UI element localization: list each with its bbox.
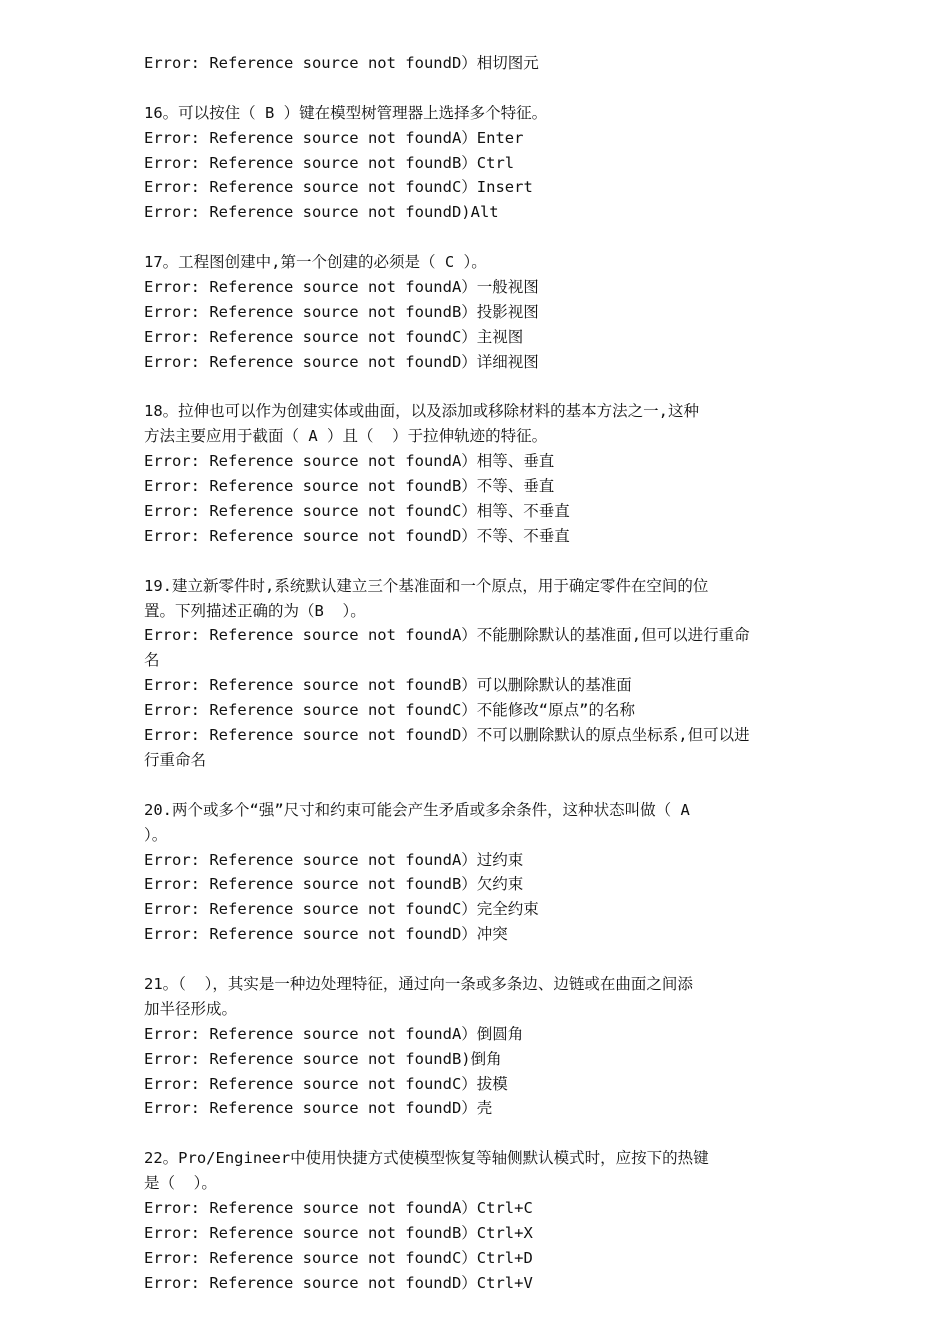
option-c: Error: Reference source not foundC）Insert [144, 178, 533, 197]
option-d-line: Error: Reference source not foundD）不可以删除默认的原点坐标系,但可以进 [144, 726, 750, 745]
option-a-line: Error: Reference source not foundA）不能删除默认的基准面,但可以进行重命 [144, 626, 750, 645]
question-18 [144, 399, 810, 548]
option-a: Error: Reference source not foundA）倒圆角 [144, 1024, 524, 1043]
spacer [144, 773, 810, 798]
question-20 [144, 798, 810, 947]
option-a-line: 名 [144, 651, 160, 670]
spacer [144, 947, 810, 972]
option-a: Error: Reference source not foundA）过约束 [144, 850, 524, 869]
option-d: Error: Reference source not foundD）冲突 [144, 925, 508, 944]
spacer [144, 549, 810, 574]
question-text-line: 加半径形成。 [144, 999, 238, 1018]
option-d: Error: Reference source not foundD）Ctrl+V [144, 1273, 533, 1292]
question-text-line: 20.两个或多个“强”尺寸和约束可能会产生矛盾或多余条件，这种状态叫做（ A [144, 800, 690, 819]
question-text-line: 是（ ）。 [144, 1174, 217, 1193]
question-text-line: 置。下列描述正确的为（B ）。 [144, 601, 366, 620]
option-b: Error: Reference source not foundB）欠约束 [144, 875, 524, 894]
document-page [144, 51, 810, 1296]
option-b: Error: Reference source not foundB）Ctrl [144, 153, 515, 172]
option-b: Error: Reference source not foundB）投影视图 [144, 302, 539, 321]
question-17 [144, 250, 810, 374]
option-d: Error: Reference source not foundD）壳 [144, 1099, 493, 1118]
question-16 [144, 101, 810, 225]
option-c: Error: Reference source not foundC）Ctrl+D [144, 1248, 533, 1267]
question-text-line: 22。Pro/Engineer中使用快捷方式使模型恢复等轴侧默认模式时，应按下的热键 [144, 1149, 709, 1168]
question-21 [144, 972, 810, 1121]
option-c: Error: Reference source not foundC）不能修改“原点”的名称 [144, 701, 635, 720]
option-d: Error: Reference source not foundD）详细视图 [144, 352, 539, 371]
option-a: Error: Reference source not foundA）Ctrl+C [144, 1198, 533, 1217]
option-d-line: 行重命名 [144, 750, 207, 769]
question-text-line: ）。 [144, 825, 168, 844]
option-c: Error: Reference source not foundC）完全约束 [144, 900, 539, 919]
spacer [144, 225, 810, 250]
option-b: Error: Reference source not foundB）Ctrl+X [144, 1223, 533, 1242]
option-c: Error: Reference source not foundC）主视图 [144, 327, 524, 346]
question-text-line: 方法主要应用于截面（ A ）且（ ）于拉伸轨迹的特征。 [144, 427, 548, 446]
option-c: Error: Reference source not foundC）相等、不垂直 [144, 502, 570, 521]
question-text-line: 21。（ ），其实是一种边处理特征，通过向一条或多条边、边链或在曲面之间添 [144, 974, 693, 993]
option-c: Error: Reference source not foundC）拔模 [144, 1074, 508, 1093]
option-a: Error: Reference source not foundA）Enter [144, 128, 524, 147]
spacer [144, 375, 810, 400]
option-d: Error: Reference source not foundD）不等、不垂直 [144, 526, 570, 545]
question-22 [144, 1146, 810, 1295]
option-b: Error: Reference source not foundB）可以删除默认的基准面 [144, 676, 632, 695]
spacer [144, 76, 810, 101]
question-text: 16。可以按住（ B ）键在模型树管理器上选择多个特征。 [144, 103, 548, 122]
option-d: Error: Reference source not foundD)Alt [144, 203, 499, 222]
spacer [144, 1121, 810, 1146]
question-text-line: 18。拉伸也可以作为创建实体或曲面，以及添加或移除材料的基本方法之一,这种 [144, 402, 699, 421]
question-text: 17。工程图创建中,第一个创建的必须是（ C ）。 [144, 253, 487, 272]
option-b: Error: Reference source not foundB）不等、垂直 [144, 477, 555, 496]
option-a: Error: Reference source not foundA）相等、垂直 [144, 452, 555, 471]
question-19 [144, 574, 810, 773]
question-text-line: 19.建立新零件时,系统默认建立三个基准面和一个原点，用于确定零件在空间的位 [144, 576, 709, 595]
option-b: Error: Reference source not foundB)倒角 [144, 1049, 502, 1068]
option-a: Error: Reference source not foundA）一般视图 [144, 278, 539, 297]
option-line: Error: Reference source not foundD）相切图元 [144, 54, 539, 72]
